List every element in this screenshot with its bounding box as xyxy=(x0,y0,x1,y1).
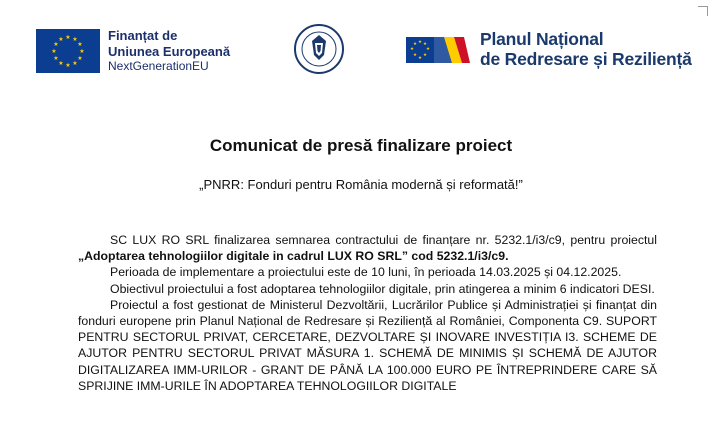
pnrr-logo-line2: de Redresare și Reziliență xyxy=(480,48,692,69)
svg-text:★: ★ xyxy=(79,47,85,55)
document-subtitle: „PNRR: Fonduri pentru România modernă și reformată!” xyxy=(199,177,523,192)
paragraph-contract-text: SC LUX RO SRL finalizarea semnarea contractului de finanțare nr. 5232.1/i3/c9, pentru proiectul xyxy=(110,233,657,247)
eu-logo-line3: NextGenerationEU xyxy=(108,59,209,74)
paragraph-objective: Obiectivul proiectului a fost adoptarea tehnologiilor digitale, prin atingerea a minim 6 indicatori DESI. xyxy=(110,281,655,296)
pnrr-logo-line1: Planul Național xyxy=(480,29,604,49)
paragraph-period: Perioada de implementare a proiectului este de 10 luni, în perioada 14.03.2025 și 04.12.2025. xyxy=(110,265,622,280)
svg-text:★: ★ xyxy=(65,33,71,41)
svg-text:★: ★ xyxy=(412,41,418,47)
document-title: Comunicat de presă finalizare proiect xyxy=(209,136,513,155)
eu-logo-line2: Uniunea Europeană xyxy=(108,43,231,59)
svg-text:★: ★ xyxy=(425,46,431,52)
eu-funding-logo xyxy=(36,28,230,74)
svg-text:★: ★ xyxy=(77,40,83,48)
project-name: „Adoptarea tehnologiilor digitale in cadrul LUX RO SRL” xyxy=(78,249,408,264)
svg-text:★: ★ xyxy=(417,39,423,45)
project-code: cod 5232.1/i3/c9. xyxy=(408,249,509,264)
svg-text:★: ★ xyxy=(409,46,415,52)
svg-text:★: ★ xyxy=(58,59,64,67)
svg-text:★: ★ xyxy=(77,54,83,62)
document-body xyxy=(78,232,657,394)
svg-text:★: ★ xyxy=(412,52,418,58)
svg-text:★: ★ xyxy=(422,52,428,58)
paragraph-funding: Proiectul a fost gestionat de Ministerul Dezvoltării, Lucrărilor Publice și Administrației și finanțat din fonduri europene prin Planul Național de Redresare și Reziliență al României, Componenta C9. SUPORT PENTRU SECTORUL PRIVAT, CERCETARE, DEZVOLTARE ȘI INOVARE INVESTIȚIA I3. SCHEME DE AJUTOR PENTRU SECTORUL PRIVAT MĂSURA 1. SCHEMĂ DE MINIMIS ȘI SCHEMĂ DE AJUTOR DIGITALIZAREA IMM-URILOR - GRANT DE PÂNĂ LA 100.000 EURO PE ÎNTREPRINDERE CARE SĂ SPRIJINE IMM-URILE ÎN ADOPTAREA TEHNOLOGIILOR DIGITALE xyxy=(78,297,657,393)
svg-text:★: ★ xyxy=(53,54,59,62)
page-corner-mark xyxy=(698,6,708,16)
svg-text:★: ★ xyxy=(422,41,428,47)
svg-text:★: ★ xyxy=(65,61,71,69)
eu-logo-line1: Finanțat de xyxy=(108,28,178,43)
svg-text:★: ★ xyxy=(58,35,64,43)
svg-text:★: ★ xyxy=(51,47,57,55)
svg-text:★: ★ xyxy=(72,59,78,67)
svg-text:★: ★ xyxy=(72,35,78,43)
svg-text:★: ★ xyxy=(417,55,423,61)
eu-flag-icon xyxy=(36,29,100,73)
svg-text:★: ★ xyxy=(53,40,59,48)
pnrr-flag-icon xyxy=(404,33,472,67)
government-seal-icon xyxy=(293,23,345,75)
pnrr-logo xyxy=(404,30,692,69)
paragraph-contract xyxy=(78,232,657,264)
